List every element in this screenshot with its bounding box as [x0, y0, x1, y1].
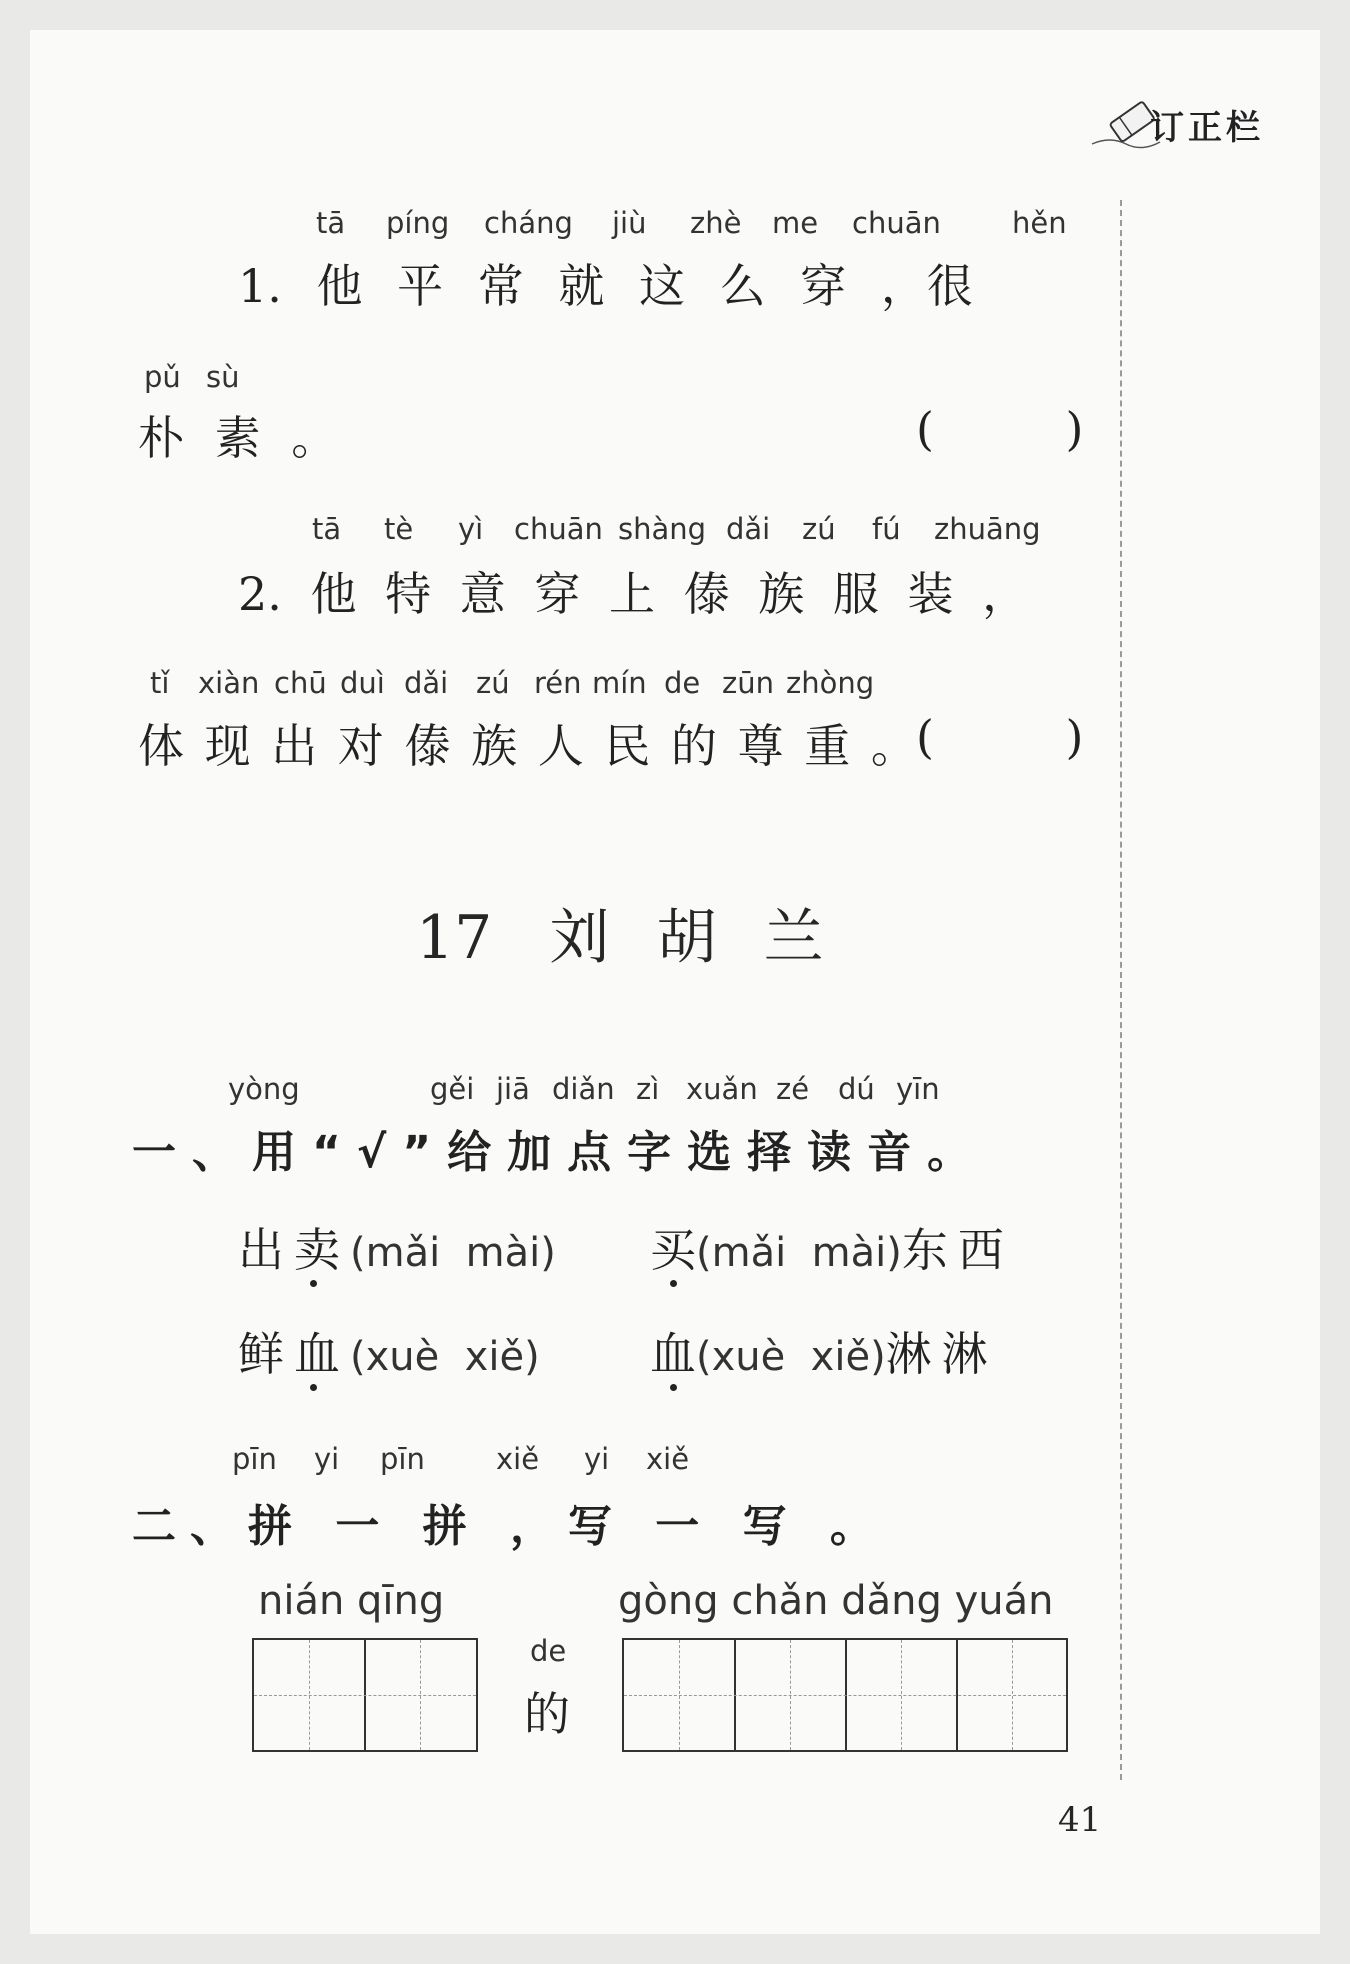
correction-column-label: 订正栏 [1150, 108, 1264, 148]
option-2[interactable] [650, 1214, 1014, 1280]
emphasis-dot [310, 1280, 317, 1287]
pronunciation-choices[interactable]: (xuè xiě) [350, 1334, 540, 1380]
worksheet-page [30, 30, 1320, 1934]
writing-grid-1[interactable] [252, 1638, 478, 1752]
grid-guide [254, 1695, 476, 1696]
lesson-number: 17 [416, 903, 493, 973]
pronunciation-choices[interactable]: (xuè xiě) [696, 1334, 886, 1380]
option-3[interactable] [238, 1318, 540, 1384]
pinyin: fú [872, 512, 901, 546]
pinyin: hěn [1012, 206, 1067, 240]
section2-heading: 二、拼 一 拼 ，写 一 写 。 [132, 1501, 888, 1552]
pinyin: xiàn [198, 666, 260, 700]
page-number: 41 [1058, 1800, 1102, 1840]
option-word: 血 [650, 1327, 696, 1381]
pinyin: gěi [430, 1072, 475, 1106]
pinyin: duì [340, 666, 385, 700]
lesson-name: 刘 胡 兰 [549, 903, 838, 973]
writing-pinyin-1: nián qīng [258, 1578, 445, 1624]
pinyin: tè [384, 512, 414, 546]
option-1[interactable] [238, 1214, 556, 1280]
pronunciation-choices[interactable]: (mǎi mài) [696, 1230, 902, 1276]
pinyin: diǎn [552, 1072, 615, 1106]
lesson-title [416, 890, 838, 976]
pinyin: pīn [380, 1442, 425, 1476]
pinyin: chuān [852, 206, 941, 240]
option-word: 出卖 [238, 1223, 350, 1277]
pinyin: yòng [228, 1072, 300, 1106]
pinyin: cháng [484, 206, 573, 240]
pinyin: zú [802, 512, 836, 546]
q2-answer-paren[interactable]: ( ) [916, 710, 1084, 764]
pinyin: chū [274, 666, 327, 700]
pinyin: yi [584, 1442, 610, 1476]
writing-pinyin-2: gòng chǎn dǎng yuán [618, 1578, 1054, 1624]
q2-line1-text: 2. 他 特 意 穿 上 傣 族 服 装 ， [238, 567, 1029, 621]
pinyin: xiě [646, 1442, 690, 1476]
writing-grid-2[interactable] [622, 1638, 1068, 1752]
connector-pinyin: de [530, 1634, 567, 1668]
pinyin: tā [316, 206, 346, 240]
pinyin: zhè [690, 206, 742, 240]
pinyin: chuān [514, 512, 603, 546]
option-word: 淋淋 [885, 1327, 998, 1381]
emphasis-dot [310, 1384, 317, 1391]
pinyin: dú [838, 1072, 875, 1106]
q1-answer-paren[interactable]: ( ) [916, 402, 1084, 456]
pinyin: tǐ [150, 666, 170, 700]
pinyin: de [664, 666, 701, 700]
pinyin: zì [636, 1072, 660, 1106]
pinyin: yīn [896, 1072, 940, 1106]
pinyin: yì [458, 512, 484, 546]
grid-guide [624, 1695, 1066, 1696]
q2-line2-text: 体 现 出 对 傣 族 人 民 的 尊 重 。 [138, 719, 917, 773]
pinyin: xuǎn [686, 1072, 758, 1106]
correction-column-divider [1120, 200, 1122, 1780]
pinyin: zú [476, 666, 510, 700]
pronunciation-choices[interactable]: (mǎi mài) [350, 1230, 556, 1276]
emphasis-dot [670, 1384, 677, 1391]
pinyin: sù [206, 360, 240, 394]
pinyin: zhuāng [934, 512, 1041, 546]
pinyin: píng [386, 206, 450, 240]
pinyin: dǎi [726, 512, 771, 546]
q1-line1-text: 1. 他 平 常 就 这 么 穿 ，很 [238, 259, 973, 313]
pinyin: tā [312, 512, 342, 546]
pinyin: xiě [496, 1442, 540, 1476]
section1-heading: 一、用“√”给加点字选择读音。 [132, 1127, 988, 1178]
q1-line2-text: 朴 素 。 [138, 411, 338, 465]
pinyin: shàng [618, 512, 707, 546]
pinyin: pīn [232, 1442, 277, 1476]
pinyin: me [772, 206, 819, 240]
pinyin: zhòng [786, 666, 875, 700]
pinyin: yi [314, 1442, 340, 1476]
option-word: 东西 [901, 1223, 1014, 1277]
option-4[interactable] [650, 1318, 998, 1384]
emphasis-dot [670, 1280, 677, 1287]
connector-char: 的 [524, 1687, 570, 1741]
option-word: 买 [650, 1223, 696, 1277]
pinyin: mín [592, 666, 647, 700]
pinyin: zé [776, 1072, 810, 1106]
pinyin: rén [534, 666, 582, 700]
pinyin: jiā [496, 1072, 530, 1106]
pinyin: zūn [722, 666, 774, 700]
option-word: 鲜血 [238, 1327, 350, 1381]
pinyin: dǎi [404, 666, 449, 700]
pinyin: jiù [612, 206, 647, 240]
correction-column-header [1090, 92, 1300, 162]
pinyin: pǔ [144, 360, 181, 394]
